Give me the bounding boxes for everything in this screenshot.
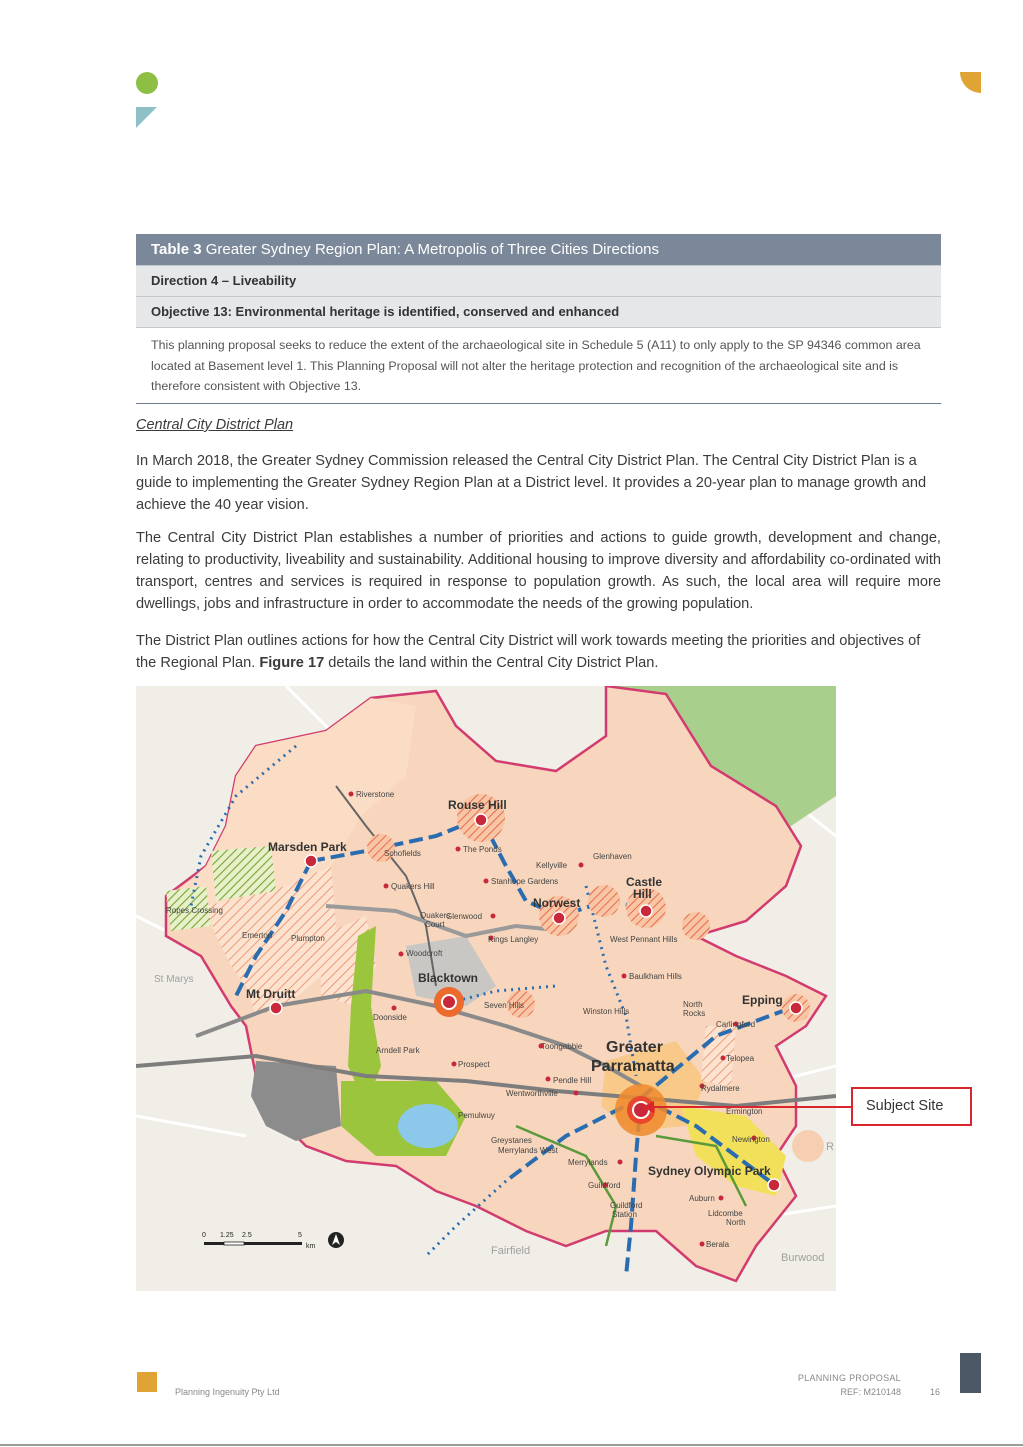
map-label-kings-langley: Kings Langley	[488, 935, 539, 944]
paragraph-3	[136, 630, 941, 674]
map-label-st-marys: St Marys	[154, 974, 194, 985]
district-plan-map	[136, 686, 836, 1291]
paragraph-2: The Central City District Plan establishes a number of priorities and actions to guide growth, development and change, relating to productivity, liveability and sustainability. Additional housing to improve diversity and affordability co-ordinated with transport, centres and services is required in response to population growth. As such, the local area will require more dwellings, jobs and infrastructure in order to accommodate the needs of the growing population.	[136, 530, 941, 612]
map-label-carlingford: Carlingford	[716, 1020, 756, 1029]
prospect-reservoir	[398, 1104, 458, 1148]
map-label-guildford-station-2: Station	[612, 1210, 637, 1219]
local-dot-pendle-hill	[546, 1077, 551, 1082]
map-label-baulkham-hills: Baulkham Hills	[629, 972, 682, 981]
local-dot-quakers-hill	[384, 884, 389, 889]
map-label-lidcombe: Lidcombe	[708, 1209, 743, 1218]
map-label-quakers-hill: Quakers Hill	[391, 882, 435, 891]
table-3	[136, 234, 941, 404]
map-label-the-ponds: The Ponds	[463, 845, 502, 854]
map-label-quakers-court-1: Quakers	[420, 911, 451, 920]
map-label-fairfield: Fairfield	[491, 1245, 531, 1257]
map-label-greystanes: Greystanes	[491, 1136, 532, 1145]
map-label-quakers-court-2: Court	[425, 920, 445, 929]
local-dot-the-ponds	[456, 847, 461, 852]
centre-dot-marsden-park	[305, 855, 317, 867]
map-label-merrylands-west: Merrylands West	[498, 1146, 558, 1155]
paragraph-3-text-b: details the land within the Central City District Plan.	[324, 655, 659, 671]
map-label-arndell-park: Arndell Park	[376, 1046, 420, 1055]
map-label-pemulwuy: Pemulwuy	[458, 1111, 495, 1120]
page-number: 16	[929, 1387, 940, 1397]
map-label-castle-hill-2: Hill	[633, 887, 652, 901]
local-dot-kellyville	[579, 863, 584, 868]
table-caption-text: Greater Sydney Region Plan: A Metropolis of Three Cities Directions	[205, 241, 660, 258]
map-label-west-pennant-hills: West Pennant Hills	[610, 935, 678, 944]
local-dot-telopea	[721, 1056, 726, 1061]
map-label-greater-parramatta-1: Greater	[606, 1039, 663, 1056]
map-label-berala: Berala	[706, 1240, 730, 1249]
map-label-blacktown: Blacktown	[418, 971, 479, 985]
subject-site-arrow	[640, 1096, 852, 1118]
map-label-emerton: Emerton	[242, 931, 273, 940]
figure-reference: Figure 17	[259, 655, 325, 671]
decorative-triangle	[136, 107, 157, 128]
page-bottom-rule	[0, 1444, 1023, 1446]
footer-company: Planning Ingenuity Pty Ltd	[175, 1387, 280, 1397]
map-label-pendle-hill: Pendle Hill	[553, 1076, 592, 1085]
map-label-marsden-park: Marsden Park	[268, 840, 347, 854]
subject-site-arrow-head	[642, 1101, 654, 1113]
local-dot-stanhope	[484, 879, 489, 884]
centre-dot-epping	[790, 1002, 802, 1014]
centre-dot-castle-hill	[640, 905, 652, 917]
map-label-north-rocks-1: North	[683, 1000, 703, 1009]
map-label-guildford: Guildford	[588, 1181, 621, 1190]
centre-halo-kellyville	[588, 885, 620, 917]
map-label-greater-parramatta-2: Parramatta	[591, 1058, 675, 1075]
map-label-epping: Epping	[742, 993, 783, 1007]
paragraph-1: In March 2018, the Greater Sydney Commission released the Central City District Plan. The Central City District Plan is a guide to implementing the Greater Sydney Region Plan at a District level. It provides a 20-year plan to manage growth and achieve the 40 year vision.	[136, 453, 927, 513]
centre-dot-norwest	[553, 912, 565, 924]
local-dot-glenwood	[491, 914, 496, 919]
local-dot-berala	[700, 1242, 705, 1247]
table-objective-row: Objective 13: Environmental heritage is identified, conserved and enhanced	[136, 296, 941, 327]
centre-dot-mt-druitt	[270, 1002, 282, 1014]
local-dot-wentworthville	[574, 1091, 579, 1096]
scale-bar-segment-1	[204, 1242, 224, 1245]
map-label-lidcombe-north: North	[726, 1218, 746, 1227]
map-label-prospect: Prospect	[458, 1060, 490, 1069]
centre-dot-rouse-hill	[475, 814, 487, 826]
local-dot-doonside	[392, 1006, 397, 1011]
scale-tick-0: 0	[202, 1232, 206, 1239]
scale-bar-segment-2	[224, 1242, 244, 1245]
map-label-norwest: Norwest	[533, 896, 581, 910]
map-label-r-edge: R	[826, 1141, 834, 1153]
scale-bar-segment-3	[244, 1242, 302, 1245]
local-dot-prospect	[452, 1062, 457, 1067]
map-label-schofields: Schofields	[384, 849, 421, 858]
map-label-woodcroft: Woodcroft	[406, 949, 443, 958]
map-label-ermington: Ermington	[726, 1107, 763, 1116]
map-label-telopea: Telopea	[726, 1054, 755, 1063]
centre-dot-blacktown	[442, 995, 456, 1009]
scale-tick-2: 2.5	[242, 1232, 252, 1239]
local-dot-riverstone	[349, 792, 354, 797]
map-label-guildford-station-1: Guildford	[610, 1201, 643, 1210]
decorative-quarter-circle	[960, 72, 981, 93]
map-label-castle-hill-1: Castle	[626, 875, 663, 889]
centre-halo-east-edge	[792, 1130, 824, 1162]
map-label-wentworthville: Wentworthville	[506, 1089, 558, 1098]
local-dot-merrylands	[618, 1160, 623, 1165]
footer-logo-square	[137, 1372, 157, 1392]
map-label-olympic-park: Sydney Olympic Park	[648, 1164, 771, 1178]
map-label-stanhope-gardens: Stanhope Gardens	[491, 877, 559, 886]
centre-dot-olympic-park	[768, 1179, 780, 1191]
local-dot-auburn	[719, 1196, 724, 1201]
map-label-riverstone: Riverstone	[356, 790, 395, 799]
scale-tick-3: 5	[298, 1232, 302, 1239]
map-label-merrylands: Merrylands	[568, 1158, 608, 1167]
map-label-seven-hills: Seven Hills	[484, 1001, 525, 1010]
footer-doc-title: PLANNING PROPOSAL	[797, 1373, 901, 1383]
table-caption	[136, 234, 941, 265]
map-label-auburn: Auburn	[689, 1194, 715, 1203]
footer-reference: REF: M210148	[840, 1387, 901, 1397]
centre-halo-west-pennant	[682, 912, 710, 940]
section-title: Central City District Plan	[136, 417, 294, 433]
local-dot-woodcroft	[399, 952, 404, 957]
map-label-doonside: Doonside	[373, 1013, 407, 1022]
map-label-plumpton: Plumpton	[291, 934, 325, 943]
map-label-north-rocks-2: Rocks	[683, 1009, 706, 1018]
map-label-glenwood: Glenwood	[446, 912, 483, 921]
table-body-cell: This planning proposal seeks to reduce the extent of the archaeological site in Schedule 5 (A11) to only apply to the SP 94346 common area located at Basement level 1. This Planning Proposal will not alter the heritage protection and recognition of the archaeological site and is therefore consistent with Objective 13.	[136, 327, 941, 404]
scale-unit: km	[306, 1243, 316, 1250]
subject-site-callout: Subject Site	[851, 1087, 972, 1126]
map-label-kellyville: Kellyville	[536, 861, 568, 870]
table-direction-row: Direction 4 – Liveability	[136, 265, 941, 296]
map-label-mt-druitt: Mt Druitt	[246, 987, 296, 1001]
table-caption-label: Table 3	[151, 241, 202, 258]
scale-tick-1: 1.25	[220, 1232, 234, 1239]
map-label-rouse-hill: Rouse Hill	[448, 798, 507, 812]
local-dot-baulkham-hills	[622, 974, 627, 979]
map-label-glenhaven: Glenhaven	[593, 852, 632, 861]
map-label-ropes-crossing: Ropes Crossing	[166, 906, 223, 915]
footer-bar	[960, 1353, 981, 1393]
map-label-newington: Newington	[732, 1135, 770, 1144]
map-label-winston-hills: Winston Hills	[583, 1007, 630, 1016]
map-label-toongabbie: Toongabbie	[541, 1042, 583, 1051]
map-label-burwood: Burwood	[781, 1252, 825, 1264]
decorative-circle	[136, 72, 158, 94]
map-label-rydalmere: Rydalmere	[701, 1084, 740, 1093]
paragraph-3-text-a: The District Plan outlines actions for how the Central City District will work towards meeting the priorities and objectives of the Regional Plan.	[136, 633, 921, 671]
